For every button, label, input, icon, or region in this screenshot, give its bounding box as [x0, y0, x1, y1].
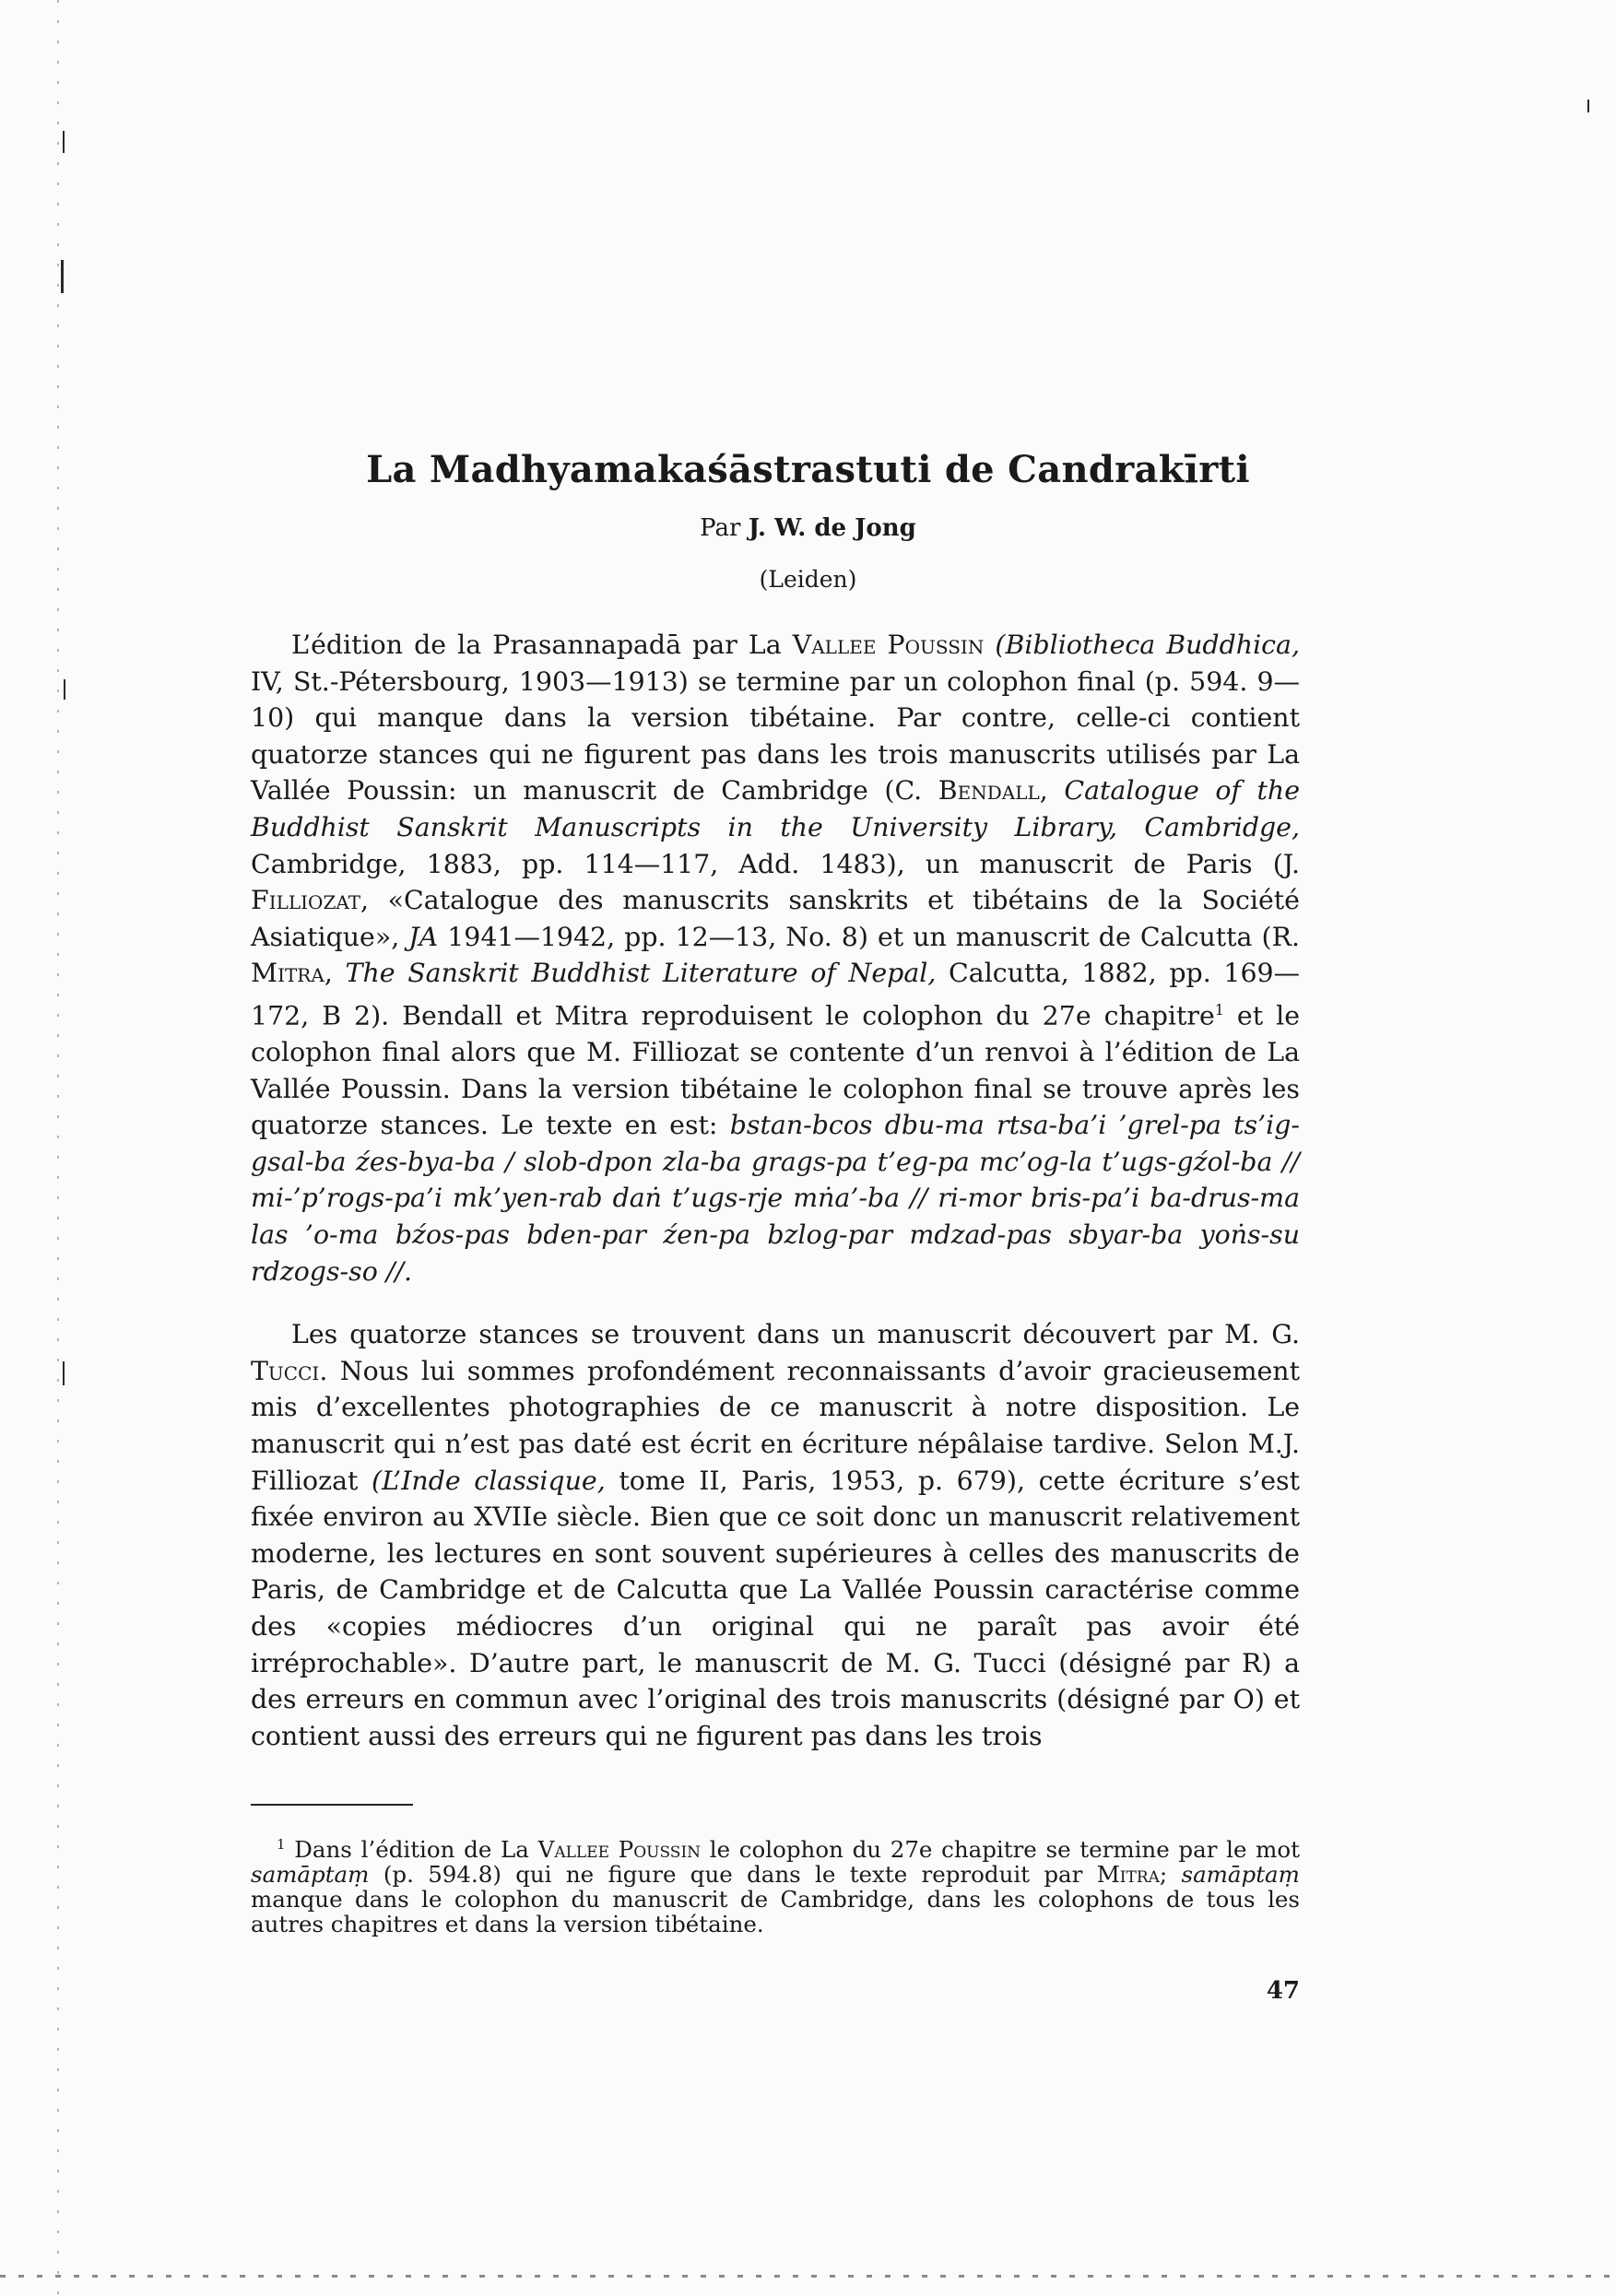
scan-mark-2 [61, 260, 64, 293]
fn-text-a: Dans l’édition de La [285, 1836, 538, 1864]
scan-edge-artifact [57, 0, 59, 2296]
scan-bottom-artifact [0, 2275, 1616, 2278]
p2-smallcaps-tucci: Tucci [251, 1355, 320, 1386]
p1-italic-3: JA [408, 921, 439, 952]
p1-text-h: Calcutta, 1882, pp. 169—172, B 2). Bendall et Mitra reproduisent le colophon du 27e chapitre [251, 958, 1300, 1031]
p1-italic-2: Catalogue of the Buddhist Sanskrit Manuscripts in the University Library, Cambridge, [251, 775, 1300, 842]
fn-text-d: ; [1159, 1861, 1182, 1889]
p1-smallcaps-mitra: Mitra [251, 958, 324, 989]
p1-text-c: , [1039, 775, 1065, 807]
p1-smallcaps-filliozat: Filliozat [251, 885, 361, 916]
paragraph-2 [251, 1316, 1300, 1754]
p1-text-g: , [324, 958, 346, 989]
footnote-1 [251, 1832, 1300, 1937]
fn-smallcaps-2: Mitra [1096, 1861, 1160, 1889]
author-name: J. W. de Jong [748, 514, 916, 542]
fn-text-e: manque dans le colophon du manuscrit de Cambridge, dans les colophons de tous les autres chapitres et dans la version tibétaine. [251, 1886, 1300, 1938]
p1-text-a: L’édition de la Prasannapadā par La [291, 630, 793, 660]
p1-italic-4: The Sanskrit Buddhist Literature of Nepal, [345, 958, 937, 989]
p1-smallcaps-bendall: Bendall [938, 775, 1040, 807]
p2-text-c: tome II, Paris, 1953, p. 679), cette écriture s’est fixée environ au XVIIe siècle. Bien que ce soit donc un manuscrit relativement moderne, les lectures en sont souvent supérieures à celles des manuscrits de Paris, de Cambridge et de Calcutta que La Vallée Poussin caractérise comme des «copies médiocres d’un original qui ne paraît pas avoir été irréprochable». D’autre part, le manuscrit de M. G. Tucci (désigné par R) a des erreurs en commun avec l’original des trois manuscrits (désigné par O) et contient aussi des erreurs qui ne figurent pas dans les trois [251, 1465, 1300, 1751]
p2-italic-1: (L’Inde classique, [372, 1465, 606, 1496]
fn-italic-1: samāptaṃ [251, 1861, 370, 1889]
p1-text-b: IV, St.-Pétersbourg, 1903—1913) se termine par un colophon final (p. 594. 9—10) qui manque dans la version tibétaine. Par contre, celle-ci contient quatorze stances qui ne figurent pas dans les trois manuscrits utilisés par La Vallée Poussin: un manuscrit de Cambridge (C. [251, 665, 1300, 807]
p1-text-j: et le colophon final alors que M. Filliozat se contente d’un renvoi à l’édition de La Vallée Poussin. Dans la version tibétaine le colophon final se trouve après les quatorze stances. Le texte en est: [251, 1000, 1300, 1141]
fn-italic-2: samāptaṃ [1181, 1861, 1301, 1889]
scan-mark-1 [63, 131, 65, 153]
p1-tibetan-colophon: bstan-bcos dbu-ma rtsa-ba’i ’grel-pa ts’ig-gsal-ba źes-bya-ba / slob-dpon zla-ba grags-pa t’eg-pa mc’og-la t’ugs-gźol-ba // mi-’p’rogs-pa’i mk’yen-rab daṅ t’ugs-rje mṅa’-ba // ri-mor bris-pa’i ba-drus-ma las ’o-ma bźos-pas bden-par źen-pa bzlog-par mdzad-pas sbyar-ba yoṅs-su rdzogs-so //. [251, 1110, 1300, 1287]
p1-text-d: Cambridge, 1883, pp. 114—117, Add. 1483), un manuscrit de Paris (J. [251, 848, 1300, 879]
scan-mark-5 [1587, 100, 1589, 112]
scan-mark-4 [63, 1361, 65, 1385]
article-body [251, 627, 1300, 1754]
footnote-divider [251, 1804, 413, 1806]
scan-mark-3 [64, 679, 65, 700]
p2-text-a: Les quatorze stances se trouvent dans un manuscrit découvert par M. G. [291, 1319, 1300, 1350]
p1-author-smallcaps: Vallee Poussin [792, 630, 985, 660]
footnote-reference[interactable]: 1 [1214, 1000, 1224, 1018]
byline [0, 514, 1616, 542]
author-affiliation: (Leiden) [759, 566, 857, 593]
fn-text-c: (p. 594.8) qui ne figure que dans le texte reproduit par [369, 1861, 1097, 1889]
article-title: La Madhyamakaśāstrastuti de Candrakīrti [366, 448, 1250, 491]
fn-text-b: le colophon du 27e chapitre se termine par le mot [701, 1836, 1300, 1864]
p1-text-e: , «Catalogue des manuscrits sanskrits et tibétains de la Société Asiatique», [251, 885, 1300, 952]
p1-italic-1: (Bibliotheca Buddhica, [984, 630, 1300, 660]
fn-smallcaps-1: Vallee Poussin [537, 1836, 702, 1864]
paragraph-1 [251, 627, 1300, 1289]
page-number: 47 [1266, 1977, 1300, 2005]
byline-prefix: Par [700, 514, 741, 542]
p2-text-b: . Nous lui sommes profondément reconnaissants d’avoir gracieusement mis d’excellentes photographies de ce manuscrit à notre disposition. Le manuscrit qui n’est pas daté est écrit en écriture népâlaise tardive. Selon M.J. Filliozat [251, 1355, 1300, 1496]
p1-text-f: 1941—1942, pp. 12—13, No. 8) et un manuscrit de Calcutta (R. [438, 921, 1300, 952]
footnote-number: 1 [277, 1836, 286, 1853]
